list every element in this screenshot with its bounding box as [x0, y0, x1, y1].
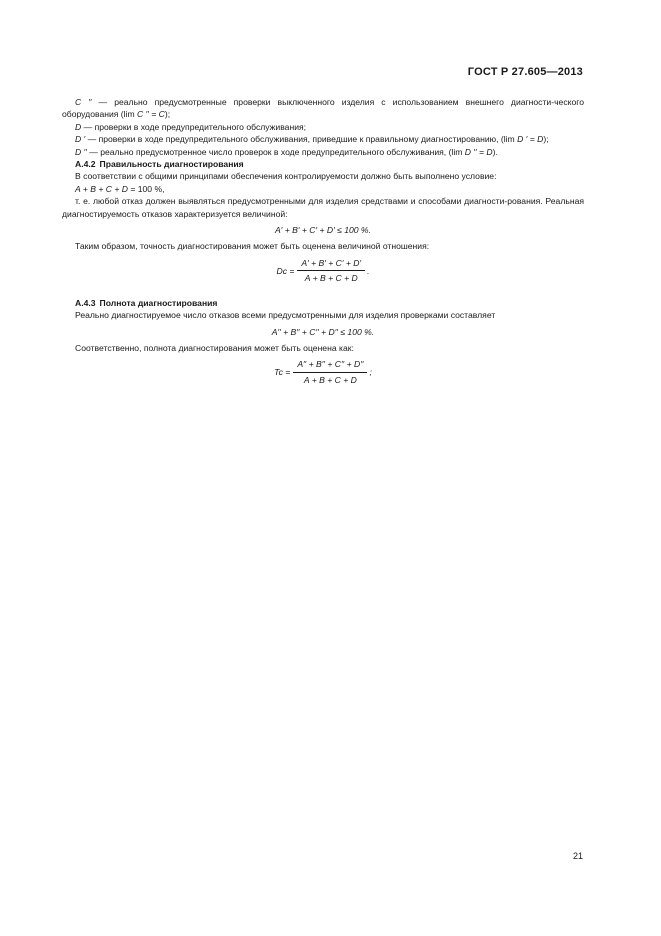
paragraph: Соответственно, полнота диагностирования может быть оценена как: — [75, 342, 354, 353]
section-title: Полнота диагностирования — [99, 297, 218, 308]
fraction-denominator: A + B + C + D — [304, 273, 358, 284]
paragraph: В соответствии с общими принципами обеспечения контролируемости должно быть выполнено условие: — [75, 171, 497, 182]
definition-d1 — [62, 133, 584, 145]
definition-d — [62, 121, 584, 133]
definition-text: — реально предусмотренные проверки выключенного изделия с использованием внешнего диагности-ческого оборудования (lim — [62, 97, 584, 120]
equation-dc-fraction — [62, 257, 584, 285]
fraction-lhs: Tc = — [274, 367, 291, 378]
definition-text: — проверки в ходе предупредительного обслуживания, приведшие к правильному диагностированию, (lim — [85, 134, 518, 145]
paragraph: т. е. любой отказ должен выявляться предусмотренными для изделия средствами и способами диагности-рования. Реальная диагностируемость отказов характеризуется величиной: — [62, 196, 584, 219]
fraction — [293, 358, 367, 386]
definition-c2 — [62, 96, 584, 121]
document-id-header: ГОСТ Р 27.605—2013 — [467, 66, 583, 78]
symbol: C ′′ — [75, 97, 92, 107]
fraction-lhs: Dc = — [276, 265, 295, 276]
page-number: 21 — [572, 851, 583, 861]
symbol: D ′′ — [75, 146, 87, 157]
condition-formula — [62, 183, 584, 195]
symbol: D — [75, 121, 82, 132]
formula-expr: A + B + C + D — [75, 183, 128, 194]
definition-end: ). — [492, 146, 498, 157]
fraction — [297, 257, 365, 285]
section-heading-a42 — [62, 158, 584, 170]
equation-sum-primes: A′ + B′ + C′ + D′ ≤ 100 %. — [275, 225, 371, 236]
section-number: А.4.3 — [75, 297, 96, 308]
fraction-tail: ; — [369, 367, 372, 378]
definition-end: ); — [164, 109, 171, 120]
symbol: D ′ — [75, 134, 86, 145]
formula-value: = 100 %, — [127, 183, 165, 194]
section-title: Правильность диагностирования — [99, 159, 244, 170]
limit-expr: D ′ = D — [517, 134, 544, 145]
equation-sum-double-primes: A′′ + B′′ + C′′ + D′′ ≤ 100 %. — [271, 326, 375, 337]
paragraph: Реально диагностируемое число отказов всеми предусмотренными для изделия проверками составляет — [75, 310, 496, 321]
limit-expr: C ′′ = C — [137, 109, 165, 120]
definition-d2 — [62, 146, 584, 158]
paragraph: Таким образом, точность диагностирования может быть оценена величиной отношения: — [75, 241, 430, 252]
equation-tc-fraction — [62, 358, 584, 386]
definition-text: — проверки в ходе предупредительного обслуживания; — [81, 121, 307, 132]
section-heading-a43 — [62, 297, 584, 309]
fraction-denominator: A + B + C + D — [303, 374, 357, 385]
fraction-tail: . — [367, 265, 370, 276]
document-body — [62, 96, 584, 392]
section-number: А.4.2 — [75, 159, 96, 170]
definition-text: — реально предусмотренное число проверок в ходе предупредительного обслуживания, (lim — [86, 146, 465, 157]
fraction-numerator: A′′ + B′′ + C′′ + D′′ — [293, 358, 367, 372]
fraction-numerator: A′ + B′ + C′ + D′ — [297, 257, 365, 271]
definition-end: ); — [543, 134, 549, 145]
limit-expr: D ′′ = D — [464, 146, 493, 157]
